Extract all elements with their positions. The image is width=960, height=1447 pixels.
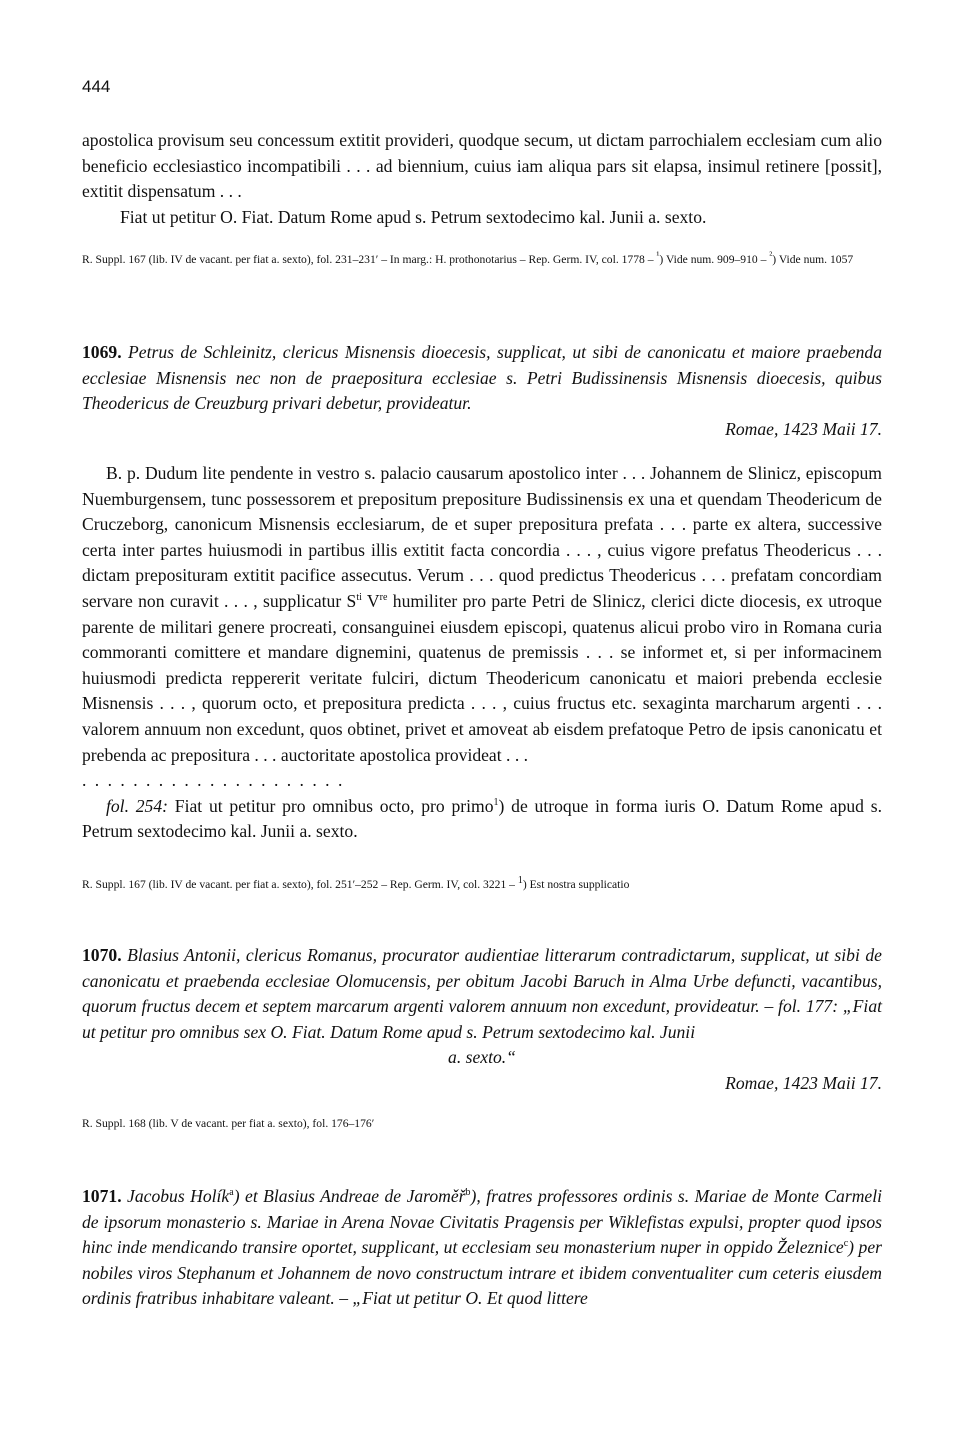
- intro-note-marker-2: ²: [769, 250, 773, 262]
- entry-1071-text-1: Jacobus Holík: [121, 1186, 230, 1206]
- entry-1069-sup-2: re: [379, 592, 388, 604]
- entry-1069-date: Romae, 1423 Maii 17.: [725, 418, 882, 439]
- entry-1071-marker-c: c: [843, 1238, 849, 1250]
- entry-1070-summary: Blasius Antonii, clericus Romanus, procurator audientiae litterarum contradictarum, supplicat, ut sibi de canonicatu et praebenda ecclesiae Olomucensis, per obitum Jacobi Baruch in Alma Urbe defuncti, vacantibus, quorum fructus decem et septem marcarum argenti valorem annuum non excedunt, provideatur. – fol. 177: „Fiat ut petitur pro omnibus sex O. Fiat. Datum Rome apud s. Petrum sextodecimo kal. Junii: [82, 945, 882, 1042]
- entry-1069-text: [82, 461, 882, 845]
- entry-1071-text-2: ) et Blasius Andreae de Jaroměř: [233, 1186, 466, 1206]
- entry-1069-fiat-marker: 1: [493, 796, 499, 808]
- entry-1071-marker-b: b: [465, 1187, 471, 1199]
- entry-1069-note-marker: 1: [517, 875, 523, 887]
- entry-1069-text-1: B. p. Dudum lite pendente in vestro s. palacio causarum apostolico inter . . . Johannem de Slinicz, episcopum Nuemburgensem, tunc possessorem et prepositum prepositure Budissinensis ex una et quendam Theodericum de Cruczeborg, canonicum Misnensis ecclesiarum, de et super prepositura prefata . . . parte ex altera, successive certa inter partes huiusmodi in partibus illis extitit facta concordia . . . , cuius vigore prefatus Theodericus . . . dictam preposituram extitit pacifice assecutus. Verum . . . quod predictus Theodericus . . . prefatam concordiam servare non curavit . . . , supplicatur S: [82, 463, 882, 611]
- entry-1069-fol: fol. 254:: [106, 795, 169, 816]
- intro-note-text: R. Suppl. 167 (lib. IV de vacant. per fiat a. sexto), fol. 231–231′ – In marg.: H. prothonotarius – Rep. Germ. IV, col. 1778 –: [82, 253, 657, 266]
- entry-1069-text-3: humiliter pro parte Petri de Slinicz, clerici dicte diocesis, ex utroque parente de militari genere procreati, consanguinei eiusdem episcopi, quatenus alicui probo viro in Romana curia commoranti comittere et mandare dignemini, quatenus de premissis . . . se informet et, si per informacinem huiusmodi predicta reppererit veritate fulciri, dictum Theodericum canonicatu et maiori prebenda ecclesie Misnensis . . . , quorum octo, et prepositura predicta . . . , cuius fructus etc. sexaginta marcharum argenti . . . valorem annuum non excedunt, quos obtinet, privet et amoveat ab eisdem prefatoque Petro de ipsis canonicatu et prebenda ac prepositura . . . auctoritate apostolica provideat . . .: [82, 590, 882, 765]
- intro-paragraph: apostolica provisum seu concessum extitit provideri, quodque secum, ut dictam parrochialem ecclesiam cum alio beneficio ecclesiastico incompatibili . . . ad biennium, cuius iam aliqua pars sit elapsa, insimul retinere [possit], extitit dispensatum . . .: [82, 130, 882, 202]
- intro-note-text-3: ) Vide num. 1057: [772, 253, 854, 266]
- intro-note-text-2: ) Vide num. 909–910 –: [659, 253, 770, 266]
- entry-1071-regest: [82, 1184, 882, 1312]
- entry-1069-regest: [82, 340, 882, 442]
- entry-1070-footnote: [82, 1115, 882, 1133]
- entry-1071-text-4: ) per nobiles viros Stephanum et Johannem de novo constructum intrare et ibidem conventualiter cum ceteris eiusdem ordinis fratribus inhabitare valeant. – „Fiat ut petitur O. Et quod littere: [82, 1237, 882, 1309]
- entry-1069-note-text-2: ) Est nostra supplicatio: [522, 878, 630, 891]
- entry-1069-text-2: V: [361, 590, 380, 611]
- entry-1070-note-text: R. Suppl. 168 (lib. V de vacant. per fiat a. sexto), fol. 176–176′: [82, 1117, 375, 1130]
- entry-1070-number: 1070.: [82, 945, 122, 965]
- entry-1069-sup-1: ti: [356, 592, 362, 604]
- entry-1070-date: Romae, 1423 Maii 17.: [725, 1072, 882, 1093]
- intro-note-marker-1: ¹: [656, 250, 660, 262]
- intro-footnote: [82, 251, 882, 269]
- entry-1069-footnote: [82, 876, 882, 894]
- entry-1071-text-3: ), fratres professores ordinis s. Mariae de Monte Carmeli de ipsorum monasterio s. Mariae in Arena Novae Civitatis Pragensis per Wiklefistas expulsi, propter quod ipsos hinc inde mendicando transire oportet, supplicant, ut ecclesiam seu monasterium nuper in oppido Železnice: [82, 1186, 882, 1258]
- entry-1071-marker-a: a: [229, 1187, 234, 1199]
- entry-1069-number: 1069.: [82, 342, 122, 362]
- entry-1069-note-text: R. Suppl. 167 (lib. IV de vacant. per fiat a. sexto), fol. 251′–252 – Rep. Germ. IV, col. 3221 –: [82, 878, 518, 891]
- entry-1070-summary-end: a. sexto.“: [448, 1047, 516, 1068]
- intro-fiat: Fiat ut petitur O. Fiat. Datum Rome apud s. Petrum sextodecimo kal. Junii a. sexto.: [120, 206, 707, 227]
- entry-1069-fiat-1: Fiat ut petitur pro omnibus octo, pro primo: [168, 795, 494, 816]
- page-number: 444: [82, 77, 111, 96]
- entry-1070-regest: [82, 943, 882, 1097]
- intro-text: [82, 128, 882, 230]
- entry-1071-number: 1071.: [82, 1186, 122, 1206]
- entry-1069-dots: . . . . . . . . . . . . . . . . . . . . .: [82, 770, 345, 791]
- entry-1069-summary: Petrus de Schleinitz, clericus Misnensis dioecesis, supplicat, ut sibi de canonicatu et maiore praebenda ecclesiae Misnensis nec non de praepositura ecclesiae s. Petri Budissinensis Misnensis dioecesis, quibus Theodericus de Creuzburg privari debetur, provideatur.: [82, 342, 882, 414]
- entry-1069-fiat-2: ) de utroque in forma iuris O. Datum Rome apud s. Petrum sextodecimo kal. Junii a. sexto.: [82, 795, 883, 842]
